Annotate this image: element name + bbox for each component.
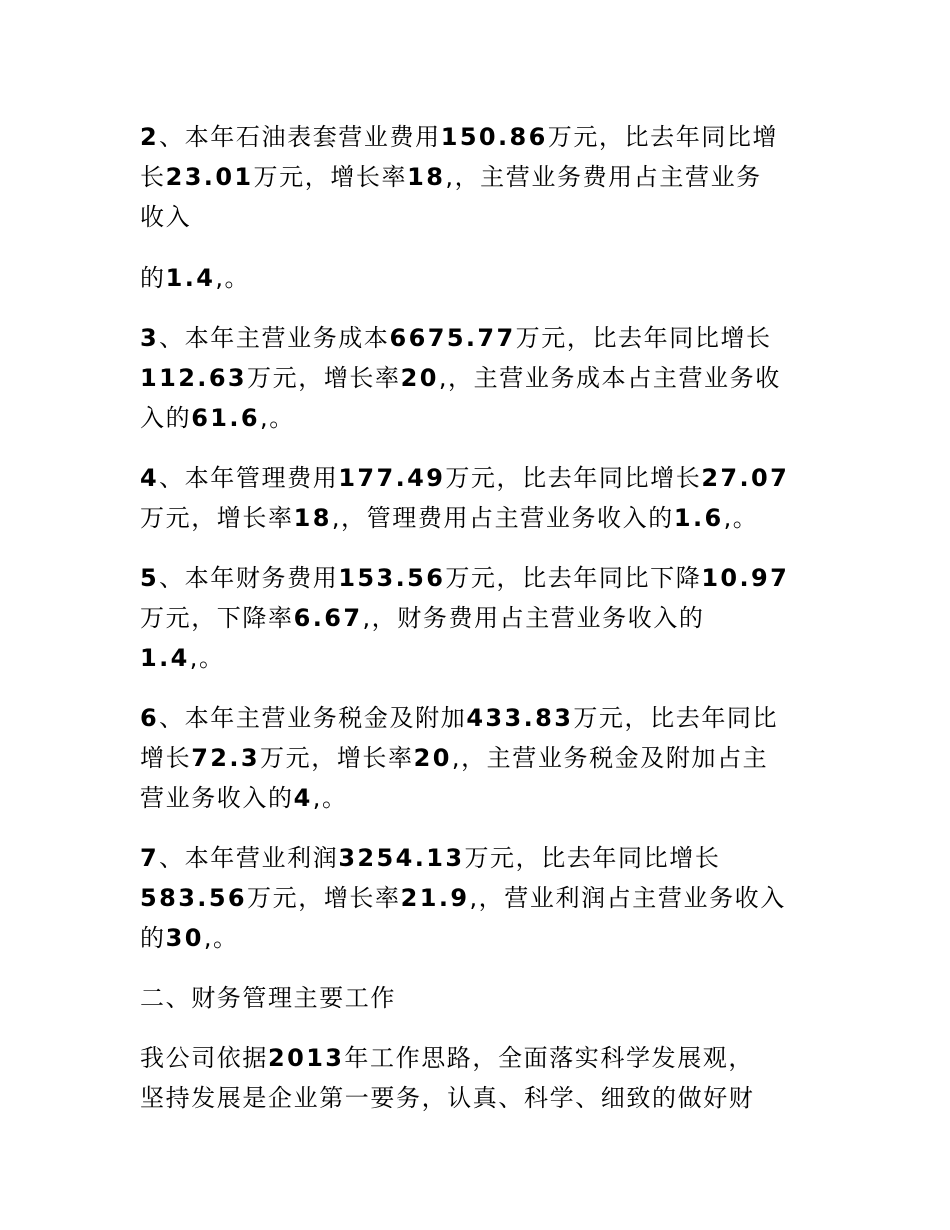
paragraph-line-1: 我公司依据2013年工作思路，全面落实科学发展观， (140, 1044, 755, 1072)
item-3-line-1: 3、本年主营业务成本6675.77万元，比去年同比增长 (140, 324, 772, 352)
item-5-line-3: 1.4,。 (140, 644, 225, 672)
section-heading: 二、财务管理主要工作 (140, 984, 396, 1012)
item-3-line-3: 入的61.6,。 (140, 404, 295, 432)
item-5-line-2: 万元，下降率6.67,，财务费用占主营业务收入的 (140, 604, 705, 632)
item-7-line-1: 7、本年营业利润3254.13万元，比去年同比增长 (140, 844, 721, 872)
item-2-line-1: 2、本年石油表套营业费用150.86万元，比去年同比增 (140, 123, 779, 151)
item-7-line-2: 583.56万元，增长率21.9,，营业利润占主营业务收入 (140, 884, 786, 912)
item-7-line-3: 的30,。 (140, 924, 239, 952)
item-6-line-1: 6、本年主营业务税金及附加433.83万元，比去年同比 (140, 704, 779, 732)
item-6-line-2: 增长72.3万元，增长率20,，主营业务税金及附加占主 (140, 744, 769, 772)
item-6-line-3: 营业务收入的4,。 (140, 784, 348, 812)
item-5-line-1: 5、本年财务费用153.56万元，比去年同比下降10.97 (140, 564, 790, 592)
paragraph-line-2: 坚持发展是企业第一要务，认真、科学、细致的做好财 (140, 1084, 755, 1112)
item-2-line-4: 的1.4,。 (140, 264, 251, 292)
item-4-line-2: 万元，增长率18,，管理费用占主营业务收入的1.6,。 (140, 504, 759, 532)
item-4-line-1: 4、本年管理费用177.49万元，比去年同比增长27.07 (140, 464, 790, 492)
item-2-line-2: 长23.01万元，增长率18,，主营业务费用占主营业务 (140, 163, 762, 191)
item-3-line-2: 112.63万元，增长率20,，主营业务成本占主营业务收 (140, 364, 781, 392)
item-2-line-3: 收入 (140, 203, 192, 231)
